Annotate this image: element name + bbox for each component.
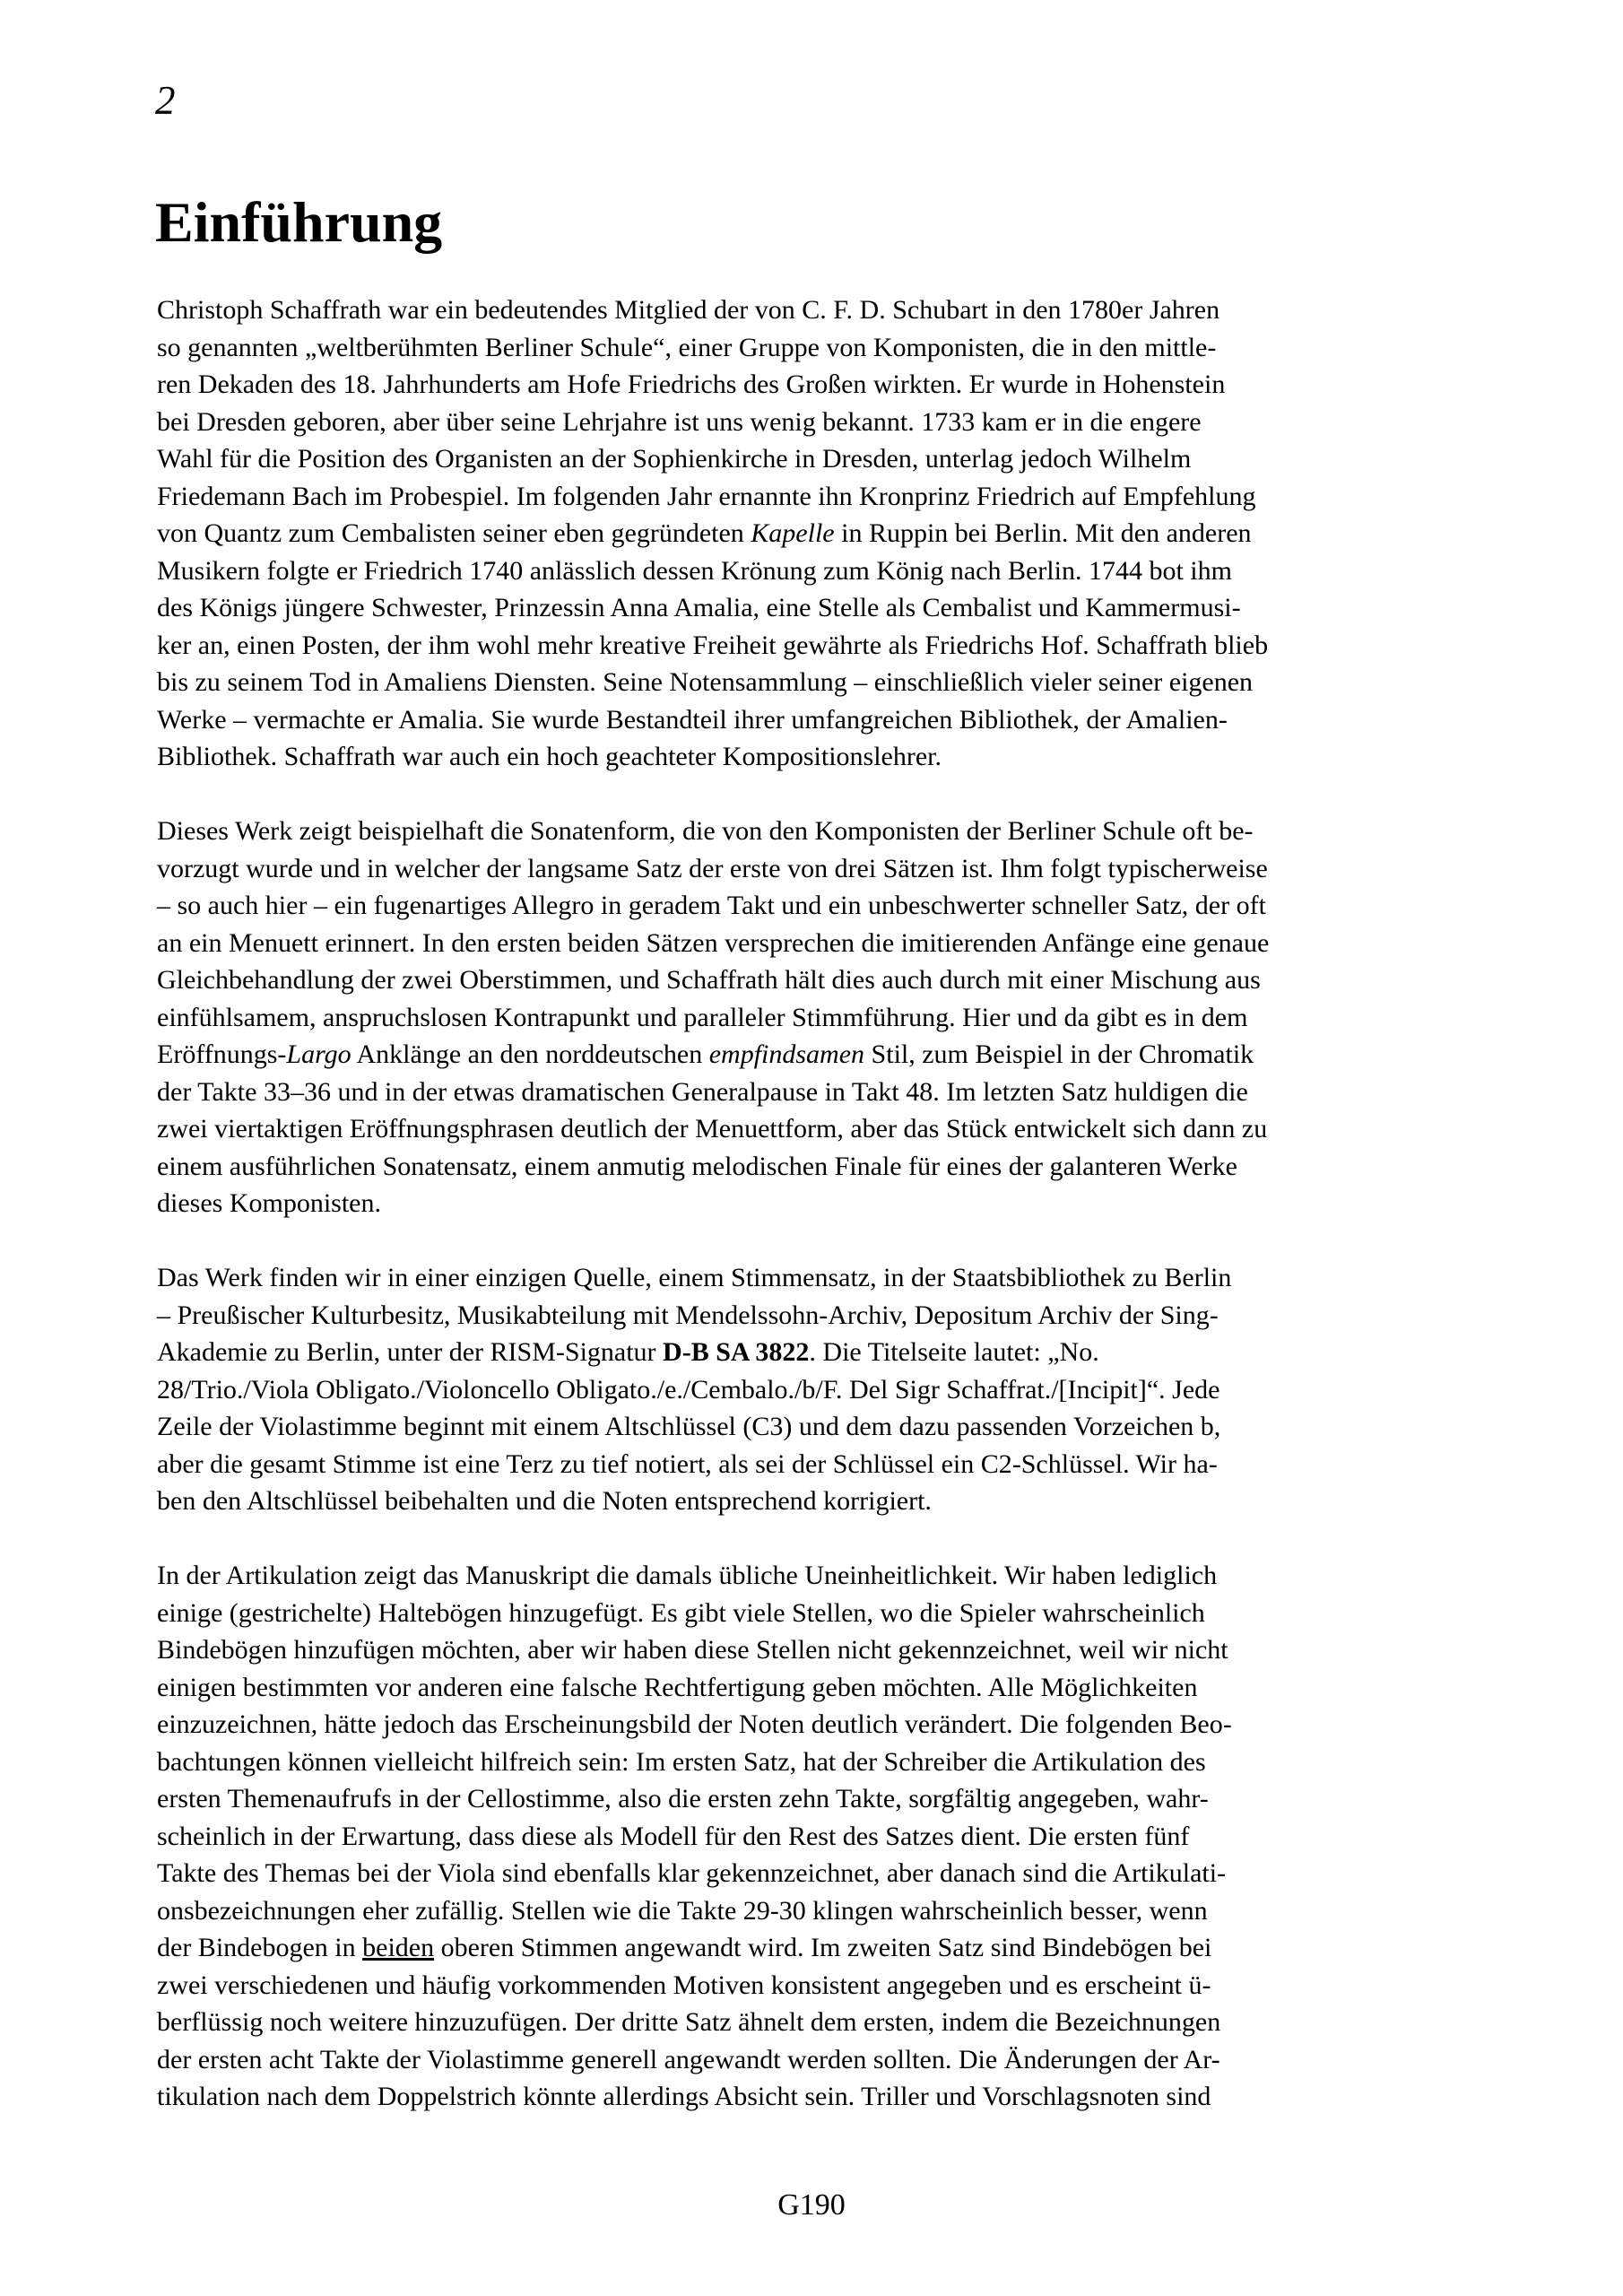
text-line: der Takte 33–36 und in der etwas dramatischen Generalpause in Takt 48. Im letzten Satz huldigen die [157,1076,1248,1107]
text-line: Wahl für die Position des Organisten an der Sophienkirche in Dresden, unterlag jedoch Wilhelm [157,444,1192,474]
text-line: bachtungen können vielleicht hilfreich sein: Im ersten Satz, hat der Schreiber die Artikulation des [157,1746,1206,1777]
text-line: Friedemann Bach im Probespiel. Im folgenden Jahr ernannte ihn Kronprinz Friedrich auf Empfehlung [157,481,1256,511]
text-line: einzuzeichnen, hätte jedoch das Erscheinungsbild der Noten deutlich verändert. Die folgenden Beo- [157,1709,1232,1739]
text-line: bis zu seinem Tod in Amaliens Diensten. Seine Notensammlung – einschließlich vieler seiner eigenen [157,667,1254,697]
text-line: berflüssig noch weitere hinzuzufügen. Der dritte Satz ähnelt dem ersten, indem die Bezeichnungen [157,2007,1221,2037]
text-line: zwei viertaktigen Eröffnungsphrasen deutlich der Menuettform, aber das Stück entwickelt sich dann zu [157,1114,1268,1144]
text-line: 28/Trio./Viola Obligato./Violoncello Obligato./e./Cembalo./b/F. Del Sigr Schaffrat./[Incipit]“. Jede [157,1374,1220,1405]
text-line: Christoph Schaffrath war ein bedeutendes Mitglied der von C. F. D. Schubart in den 1780er Jahren [157,295,1220,325]
paragraph-4 [157,1557,1484,2116]
text-line: von Quantz zum Cembalisten seiner eben gegründeten Kapelle in Ruppin bei Berlin. Mit den anderen [157,518,1252,548]
text-line: Gleichbehandlung der zwei Oberstimmen, und Schaffrath hält dies auch durch mit einer Mischung aus [157,965,1261,995]
text-line: dieses Komponisten. [157,1188,381,1218]
text-line: Bibliothek. Schaffrath war auch ein hoch geachteter Kompositionslehrer. [157,742,942,771]
italic-text: Kapelle [751,518,835,548]
text-line: vorzugt wurde und in welcher der langsame Satz der erste von drei Sätzen ist. Ihm folgt typischerweise [157,853,1268,883]
text-line: einem ausführlichen Sonatensatz, einem anmutig melodischen Finale für eines der galanteren Werke [157,1151,1237,1181]
italic-text: Largo [286,1039,352,1069]
text-line: tikulation nach dem Doppelstrich könnte allerdings Absicht sein. Triller und Vorschlagsnoten sind [157,2082,1211,2111]
text-line: an ein Menuett erinnert. In den ersten beiden Sätzen versprechen die imitierenden Anfänge eine genaue [157,927,1270,958]
italic-text: empfindsamen [708,1039,865,1069]
text-line: In der Artikulation zeigt das Manuskript die damals übliche Uneinheitlichkeit. Wir haben lediglich [157,1561,1218,1590]
text-line: Eröffnungs-Largo Anklänge an den norddeutschen empfindsamen Stil, zum Beispiel in der Chromatik [157,1039,1254,1069]
text-line: zwei verschiedenen und häufig vorkommenden Motiven konsistent angegeben und es erscheint ü- [157,1970,1211,2000]
text-line: – Preußischer Kulturbesitz, Musikabteilung mit Mendelssohn-Archiv, Depositum Archiv der Sing- [157,1300,1219,1330]
text-line: der ersten acht Takte der Violastimme generell angewandt werden sollten. Die Änderungen der Ar- [157,2044,1220,2074]
text-line: Werke – vermachte er Amalia. Sie wurde Bestandteil ihrer umfangreichen Bibliothek, der Amalien- [157,704,1228,735]
text-line: ker an, einen Posten, der ihm wohl mehr kreative Freiheit gewährte als Friedrichs Hof. Schaffrath blieb [157,630,1269,660]
paragraph-1 [157,291,1484,776]
paragraph-2 [157,813,1484,1222]
text-line: Das Werk finden wir in einer einzigen Quelle, einem Stimmensatz, in der Staatsbibliothek zu Berlin [157,1263,1232,1292]
text-line: einigen bestimmten vor anderen eine falsche Rechtfertigung geben möchten. Alle Möglichkeiten [157,1672,1198,1702]
bold-text: D-B SA 3822 [663,1337,810,1367]
text-line: ben den Altschlüssel beibehalten und die Noten entsprechend korrigiert. [157,1486,932,1516]
text-line: einige (gestrichelte) Haltebögen hinzugefügt. Es gibt viele Stellen, wo die Spieler wahrscheinlich [157,1597,1205,1628]
text-line: Musikern folgte er Friedrich 1740 anlässlich dessen Krönung zum König nach Berlin. 1744 bot ihm [157,555,1232,586]
section-heading: Einführung [155,190,443,254]
catalog-number: G190 [777,2188,846,2222]
text-line: der Bindebogen in beiden oberen Stimmen angewandt wird. Im zweiten Satz sind Bindebögen bei [157,1933,1212,1962]
text-line: Bindebögen hinzufügen möchten, aber wir haben diese Stellen nicht gekennzeichnet, weil wir nicht [157,1635,1228,1665]
text-line: so genannten „weltberühmten Berliner Schule“, einer Gruppe von Komponisten, die in den mittle- [157,332,1217,362]
text-line: Akademie zu Berlin, unter der RISM-Signatur D-B SA 3822. Die Titelseite lautet: „No. [157,1337,1099,1367]
text-line: ren Dekaden des 18. Jahrhunderts am Hofe Friedrichs des Großen wirkten. Er wurde in Hohenstein [157,370,1226,399]
text-line: onsbezeichnungen eher zufällig. Stellen wie die Takte 29-30 klingen wahrscheinlich besser, wenn [157,1895,1208,1926]
text-line: aber die gesamt Stimme ist eine Terz zu tief notiert, als sei der Schlüssel ein C2-Schlüssel. Wir ha- [157,1448,1218,1479]
text-line: einfühlsamem, anspruchslosen Kontrapunkt und paralleler Stimmführung. Hier und da gibt es in dem [157,1002,1248,1032]
text-line: Takte des Themas bei der Viola sind ebenfalls klar gekennzeichnet, aber danach sind die Artikulati- [157,1858,1227,1888]
text-line: – so auch hier – ein fugenartiges Allegro in geradem Takt und ein unbeschwerter schneller Satz, der oft [157,891,1266,920]
text-line: ersten Themenaufrufs in der Cellostimme, also die ersten zehn Takte, sorgfältig angegeben, wahr- [157,1784,1209,1813]
text-line: Zeile der Violastimme beginnt mit einem Altschlüssel (C3) und dem dazu passenden Vorzeichen b, [157,1412,1221,1441]
text-line: scheinlich in der Erwartung, dass diese als Modell für den Rest des Satzes dient. Die ersten fünf [157,1821,1190,1851]
text-line: bei Dresden geboren, aber über seine Lehrjahre ist uns wenig bekannt. 1733 kam er in die engere [157,406,1202,437]
underlined-text: beiden [362,1933,435,1962]
text-line: des Königs jüngere Schwester, Prinzessin Anna Amalia, eine Stelle als Cembalist und Kammermusi- [157,593,1241,622]
paragraph-3 [157,1259,1484,1520]
page-number: 2 [155,78,176,123]
text-line: Dieses Werk zeigt beispielhaft die Sonatenform, die von den Komponisten der Berliner Schule oft be- [157,816,1254,846]
